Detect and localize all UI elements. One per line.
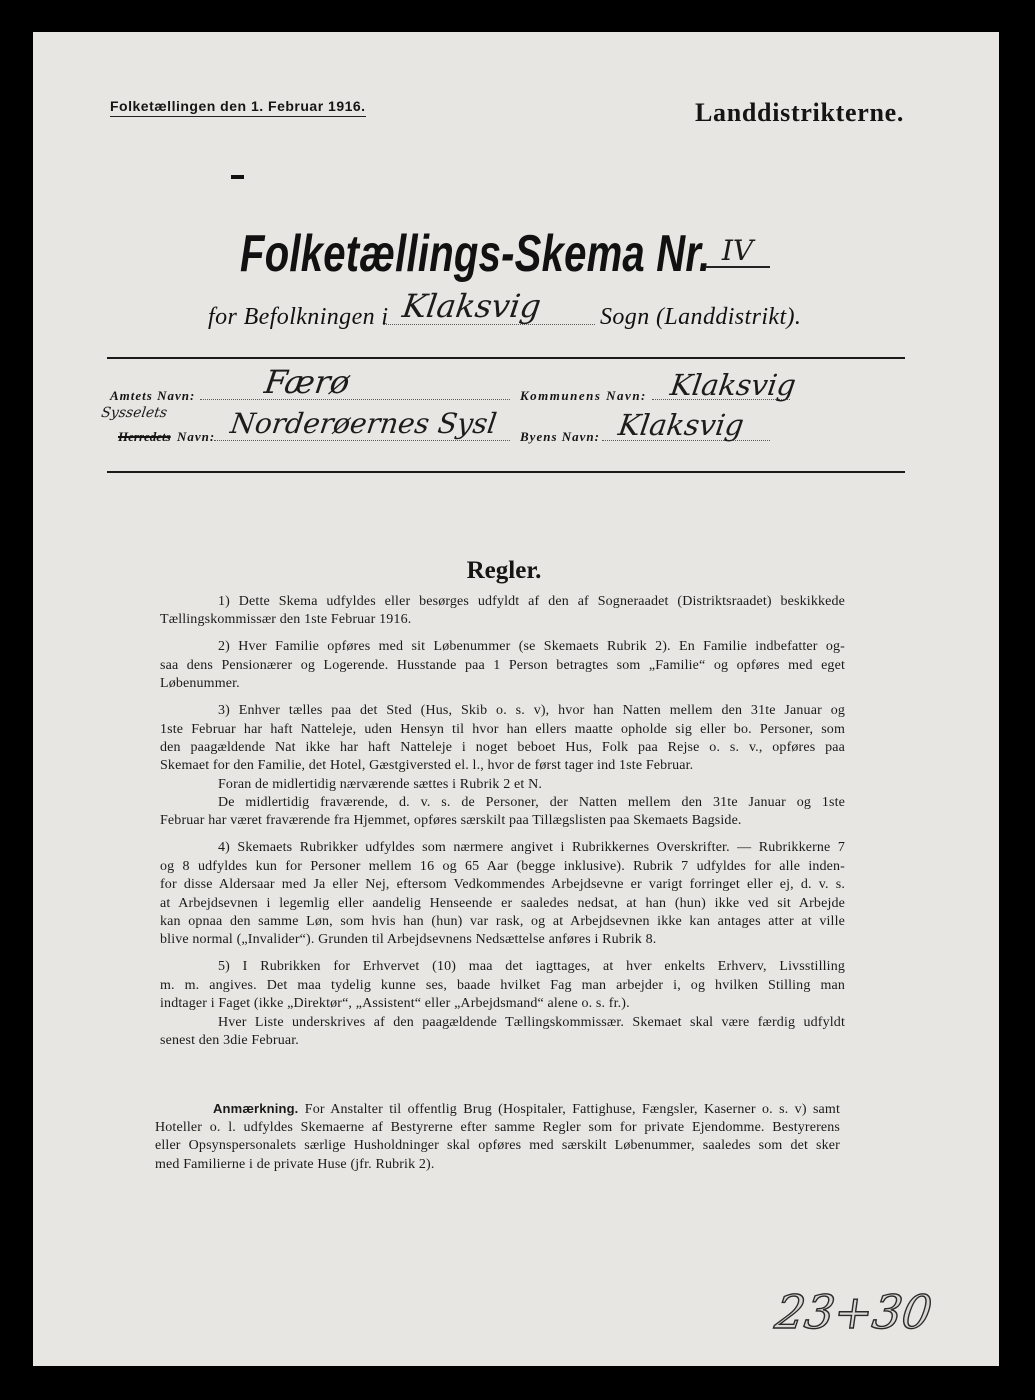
amt-label: Amtets Navn: [110,388,196,403]
rule-text-line: Tællingskommissær den 1ste Februar 1916. [160,612,412,628]
by-label: Byens Navn: [520,429,600,444]
rule-text-line: og 8 udfyldes kun for Personer mellem 16 og 65 Aar (begge inklusive). Rubrik 7 udfyldes for alle inden- [160,858,845,874]
handwritten-archive-number: 23+30 [772,1285,936,1339]
rule-text-line: 5) I Rubrikken for Erhvervet (10) maa det iagttages, at hver enkelts Erhverv, Livsstilling [218,959,845,975]
handwritten-form-number: IV [705,236,770,268]
handwritten-parish-name: Klaksvig [400,287,544,325]
rule-text-line: 3) Enhver tælles paa det Sted (Hus, Skib o. s. v), hvor han Natten mellem den 31te Januar og [218,703,845,719]
amt-dotted-line [200,399,510,400]
rule-text-line: 2) Hver Familie opføres med sit Løbenummer (se Skemaets Rubrik 2). En Familie indbefatter og- [218,639,845,655]
rule-text-line: 1ste Februar har haft Natteleje, uden Hensyn til hvor han ellers maatte opholde sig eller bo. Personer, som [160,721,845,737]
rule-text-line: saa dens Pensionærer og Logerende. Husstande paa 1 Person betragtes som „Familie“ og opføres med eget [160,657,845,673]
divider-bottom [107,471,905,473]
herred-label-suffix: Navn: [177,429,216,444]
rule-paragraph [160,638,845,693]
rule-paragraph [160,702,845,776]
note-text-line: eller Opsynspersonalets særlige Husholdninger skal opføres med særskilt Løbenummer, saaledes som det sker [155,1138,840,1154]
district-type-header: Landdistrikterne. [695,98,905,127]
ink-mark [231,175,244,179]
handwritten-label-correction: Sysselets [100,405,169,421]
rule-text-line: at Arbejdsevnen i legemlig eller aandelig Henseende er saaledes nedsat, at han (hun) ikke ved sit Arbejde [160,895,845,911]
rules-heading: Regler. [466,557,542,584]
note-label: Anmærkning. [213,1101,299,1116]
note-line-text: For Anstalter til offentlig Brug (Hospitaler, Fattighuse, Fængsler, Kaserner o. s. v) samt [304,1102,840,1117]
note-text-line: med Familierne i de private Huse (jfr. Rubrik 2). [155,1157,435,1173]
rule-paragraph [160,776,845,794]
rule-1 [160,593,845,630]
rule-paragraph [160,1014,845,1051]
rule-text-line: blive normal („Invalider“). Grunden til Arbejdsevnens Nedsættelse anføres i Rubrik 8. [160,932,657,948]
rule-paragraph [160,958,845,1013]
handwritten-by-name: Klaksvig [616,408,746,442]
rule-text-line: senest den 3die Februar. [160,1032,299,1048]
rule-text-line: for disse Aldersaar med Ja eller Nej, eftersom Vedkommendes Arbejdsevne er varigt forringet eller ej, d. v. s. [160,877,845,893]
note-text-line [155,1100,840,1119]
handwritten-kommune-name: Klaksvig [668,368,798,402]
subtitle-suffix: Sogn (Landdistrikt). [600,304,802,330]
divider-top [107,357,905,359]
note-text [155,1100,840,1175]
rule-text-line: De midlertidig fraværende, d. v. s. de Personer, der Natten mellem den 31te Januar og 1ste [218,795,845,811]
rule-text-line: den paagældende Nat ikke har haft Natteleje i noget beboet Hus, Folk paa Rejse o. s. v., opføres paa [160,739,845,755]
herred-label-struck: Herredets [118,429,171,444]
rule-text-line: Skemaet for den Familie, det Hotel, Gæstgiversted el. l., hvor de først tager ind 1ste Februar. [160,758,694,774]
rule-2 [160,638,845,693]
rule-text-line: 1) Dette Skema udfyldes eller besørges udfyldt af den af Sogneraadet (Distriktsraadet) beskikkede [218,594,845,609]
rule-text-line: Foran de midlertidig nærværende sættes i Rubrik 2 et N. [218,776,542,792]
rule-text-line: Hver Liste underskrives af den paagældende Tællingskommissær. Skemaet skal være færdig udfyldt [218,1014,845,1030]
rule-3 [160,702,845,831]
rule-text-line: m. m. angives. Det maa tydelig kunne ses, baade hvilket Fag man arbejder i, og hvilken Stilling man [160,977,845,993]
form-title: Folketællings-Skema Nr. [240,225,711,283]
subtitle-prefix: for Befolkningen i [208,304,389,330]
rule-text-line: Februar har været fraværende fra Hjemmet, opføres særskilt paa Tillægslisten paa Skemaets Bagside. [160,813,742,829]
rule-text-line: 4) Skemaets Rubrikker udfyldes som nærmere angivet i Rubrikkernes Overskrifter. — Rubrikkerne 7 [218,840,845,856]
rule-paragraph [160,593,845,630]
rules-text [160,593,845,1050]
rule-5 [160,958,845,1050]
rule-paragraph [160,794,845,831]
rule-text-line: kan opnaa den samme Løn, som hvis han (hun) var rask, og at Arbejdsevnen ikke kan antages atter at ville [160,914,845,930]
rule-paragraph [160,839,845,949]
rule-text-line: indtager i Faget (ikke „Direktør“, „Assistent“ eller „Arbejdsmand“ alene o. s. fr.). [160,996,630,1012]
handwritten-syssel-name: Norderøernes Sysl [228,407,499,440]
rule-4 [160,839,845,949]
census-date-header: Folketællingen den 1. Februar 1916. [110,97,366,117]
kommune-label: Kommunens Navn: [520,388,647,403]
rule-text-line: Løbenummer. [160,676,240,692]
handwritten-amt-name: Færø [262,363,353,401]
note-text-line: Hoteller o. l. udfyldes Skemaerne af Bestyrerne efter samme Regler som for private Ejendomme. Bestyrerens [155,1119,840,1135]
